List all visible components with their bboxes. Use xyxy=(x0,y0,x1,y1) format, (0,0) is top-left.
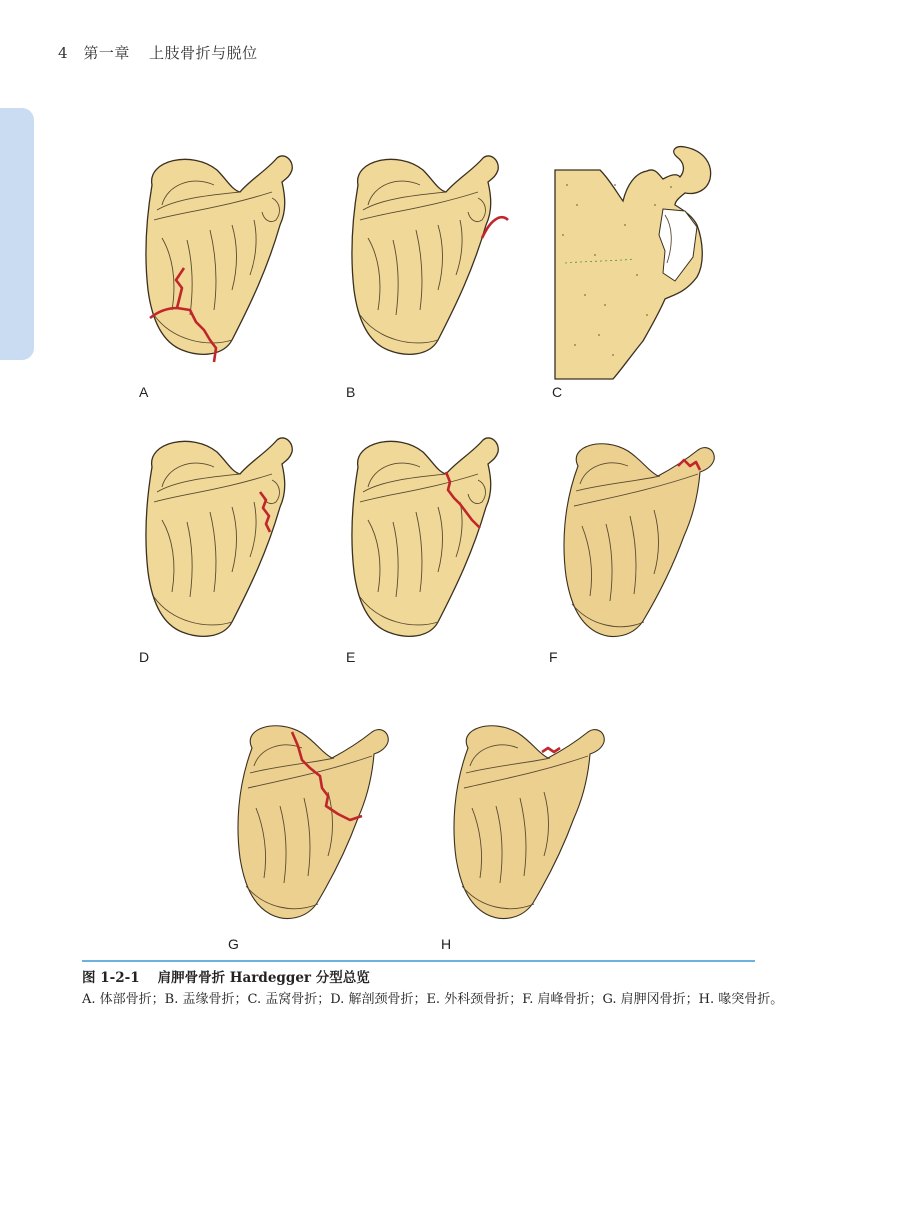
side-thumb-tab xyxy=(0,108,34,360)
figure-title: 肩胛骨骨折 Hardegger 分型总览 xyxy=(157,970,370,986)
figure-c-glenoid-fossa-fracture xyxy=(555,145,755,385)
running-header xyxy=(58,42,258,63)
figure-a-body-fracture xyxy=(132,150,332,390)
figure-number: 图 1-2-1 xyxy=(82,970,140,986)
figure-f-acromion-fracture xyxy=(548,436,748,676)
figure-b-glenoid-rim-fracture xyxy=(338,150,538,390)
chapter-title: 上肢骨折与脱位 xyxy=(149,44,258,62)
figure-caption-title xyxy=(82,966,370,986)
figure-f-label: F xyxy=(549,649,558,665)
figure-d-label: D xyxy=(139,649,150,665)
figure-d-anatomical-neck-fracture xyxy=(132,432,332,672)
figure-e-label: E xyxy=(346,649,356,665)
figure-h-label: H xyxy=(441,936,452,952)
chapter-number: 第一章 xyxy=(83,44,130,62)
page-number: 4 xyxy=(58,44,69,62)
figure-h-coracoid-fracture xyxy=(438,718,638,958)
figure-g-label: G xyxy=(228,936,239,952)
figure-c-label: C xyxy=(552,384,563,400)
figure-g-spine-fracture xyxy=(222,718,422,958)
figure-caption-body: A. 体部骨折；B. 盂缘骨折；C. 盂窝骨折；D. 解剖颈骨折；E. 外科颈骨折；F. 肩峰骨折；G. 肩胛冈骨折；H. 喙突骨折。 xyxy=(82,992,784,1007)
figure-e-surgical-neck-fracture xyxy=(338,432,538,672)
caption-divider xyxy=(82,960,755,962)
figure-a-label: A xyxy=(139,384,149,400)
figure-b-label: B xyxy=(346,384,356,400)
